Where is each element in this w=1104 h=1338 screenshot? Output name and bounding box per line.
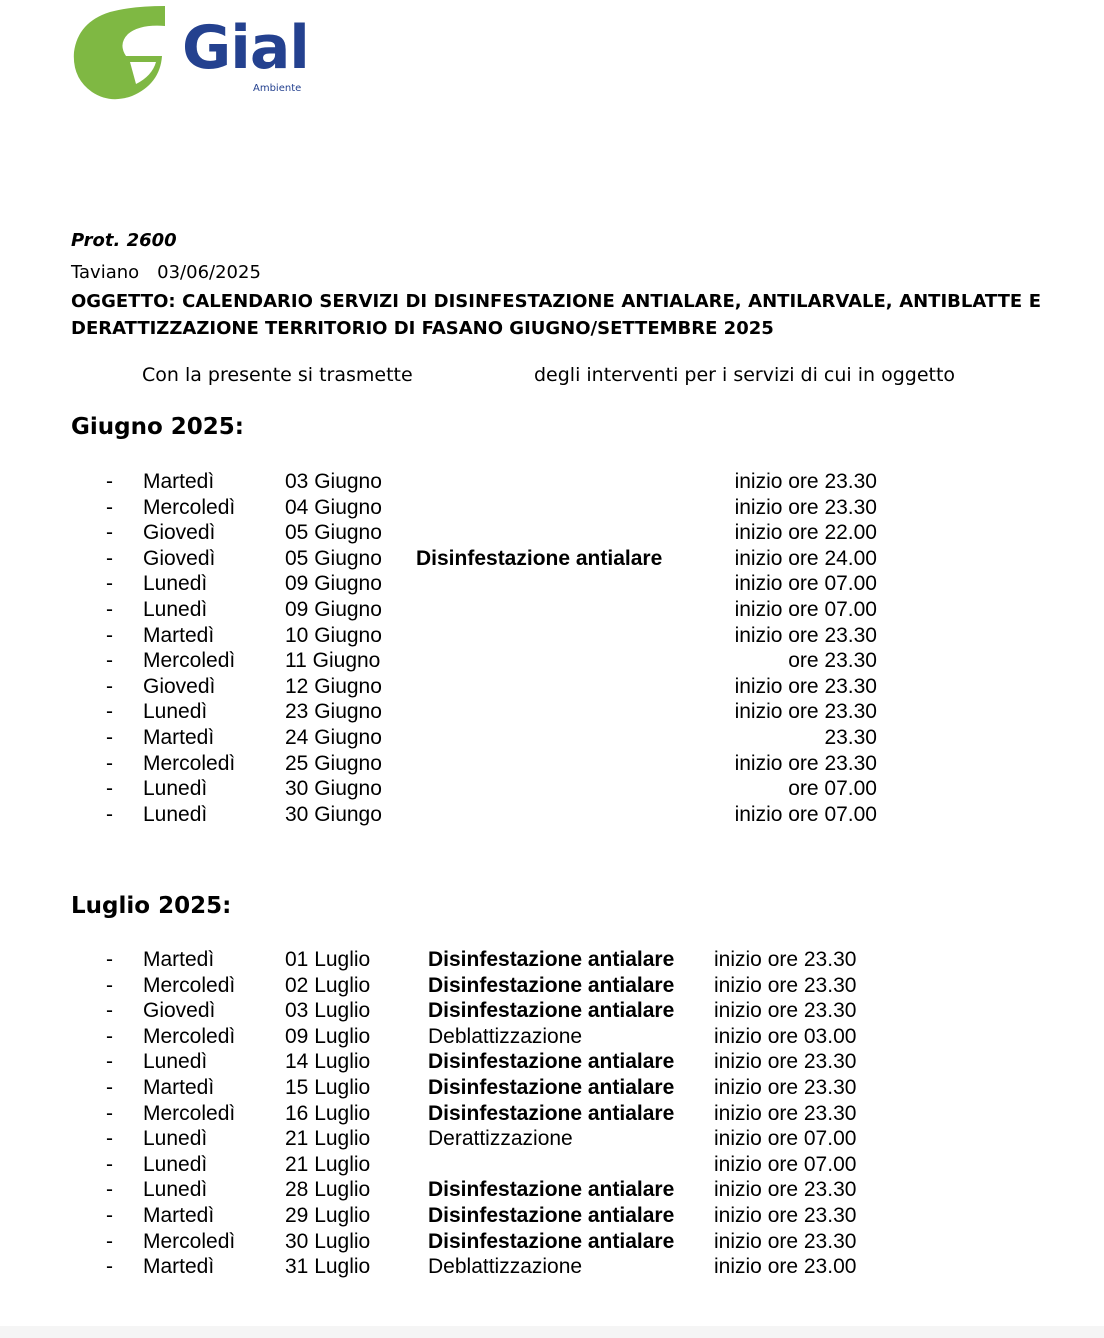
service-date: 05 Giugno — [285, 521, 382, 545]
start-time: inizio ore 23.30 — [714, 999, 857, 1023]
list-dash: - — [106, 802, 113, 826]
service-type: Deblattizzazione — [428, 1024, 583, 1048]
list-dash: - — [106, 999, 113, 1023]
schedule-row — [0, 973, 1104, 999]
weekday: Giovedì — [143, 999, 216, 1023]
list-dash: - — [106, 598, 113, 621]
schedule-row — [0, 520, 1104, 546]
weekday: Mercoledì — [143, 649, 236, 673]
service-date: 09 Giugno — [285, 572, 382, 596]
schedule-row — [0, 802, 1104, 828]
schedule-row — [0, 1024, 1104, 1050]
page-bottom-edge — [0, 1326, 1104, 1338]
schedule-row — [0, 1254, 1104, 1280]
start-time: inizio ore 07.00 — [734, 802, 877, 826]
service-date: 24 Giugno — [285, 726, 382, 749]
schedule-row — [0, 947, 1104, 973]
list-dash: - — [106, 948, 113, 971]
start-time: inizio ore 23.30 — [734, 751, 877, 775]
start-time: inizio ore 23.00 — [714, 1255, 857, 1279]
list-dash: - — [106, 674, 113, 698]
list-dash: - — [106, 572, 113, 596]
start-time: inizio ore 23.30 — [734, 623, 877, 647]
document-date: 03/06/2025 — [157, 262, 261, 283]
schedule-row — [0, 469, 1104, 495]
schedule-row — [0, 546, 1104, 572]
start-time: ore 07.00 — [788, 777, 877, 801]
weekday: Lunedì — [143, 700, 208, 724]
place-date-line — [71, 262, 261, 283]
list-dash: - — [106, 777, 113, 801]
list-dash: - — [106, 546, 113, 570]
list-dash: - — [106, 1255, 113, 1279]
weekday: Lunedì — [143, 1178, 208, 1202]
month-heading-july: Luglio 2025: — [71, 893, 232, 919]
service-type: Disinfestazione antialare — [428, 999, 675, 1023]
schedule-row — [0, 725, 1104, 751]
service-date: 02 Luglio — [285, 973, 371, 997]
list-dash: - — [106, 1229, 113, 1253]
service-date: 25 Giugno — [285, 751, 382, 775]
weekday: Mercoledì — [143, 495, 236, 519]
start-time: inizio ore 24.00 — [734, 546, 877, 570]
weekday: Martedì — [143, 623, 215, 647]
weekday: Giovedì — [143, 546, 216, 570]
schedule-row — [0, 571, 1104, 597]
weekday: Mercoledì — [143, 1024, 236, 1048]
list-dash: - — [106, 1050, 113, 1074]
schedule-row — [0, 495, 1104, 521]
service-date: 31 Luglio — [285, 1255, 371, 1279]
schedule-row — [0, 648, 1104, 674]
weekday: Lunedì — [143, 1152, 208, 1176]
service-type: Disinfestazione antialare — [428, 1178, 675, 1202]
list-dash: - — [106, 521, 113, 545]
list-dash: - — [106, 1101, 113, 1125]
list-dash: - — [106, 1178, 113, 1202]
service-type: Deblattizzazione — [428, 1255, 583, 1279]
service-date: 29 Luglio — [285, 1204, 371, 1227]
list-dash: - — [106, 1152, 113, 1176]
month-heading-june: Giugno 2025: — [71, 414, 244, 440]
list-dash: - — [106, 495, 113, 519]
list-dash: - — [106, 470, 113, 493]
schedule-row — [0, 776, 1104, 802]
weekday: Mercoledì — [143, 973, 236, 997]
service-date: 04 Giugno — [285, 495, 382, 519]
weekday: Martedì — [143, 1255, 215, 1279]
start-time: inizio ore 23.30 — [734, 674, 877, 698]
list-dash: - — [106, 700, 113, 724]
intro-text-left: Con la presente si trasmette — [142, 364, 413, 386]
schedule-row — [0, 674, 1104, 700]
weekday: Martedì — [143, 1204, 215, 1227]
list-dash: - — [106, 649, 113, 673]
start-time: inizio ore 23.30 — [734, 470, 877, 493]
schedule-row — [0, 1203, 1104, 1229]
start-time: inizio ore 23.30 — [714, 1178, 857, 1202]
list-dash: - — [106, 1127, 113, 1151]
gial-leaf-icon — [70, 4, 170, 104]
list-dash: - — [106, 726, 113, 749]
start-time: inizio ore 23.30 — [714, 948, 857, 971]
service-date: 10 Giugno — [285, 623, 382, 647]
service-date: 14 Luglio — [285, 1050, 371, 1074]
weekday: Lunedì — [143, 598, 208, 621]
start-time: ore 23.30 — [788, 649, 877, 673]
start-time: inizio ore 23.30 — [714, 1204, 857, 1227]
protocol-number: Prot. 2600 — [71, 230, 177, 251]
start-time: inizio ore 23.30 — [714, 973, 857, 997]
start-time: inizio ore 07.00 — [714, 1152, 857, 1176]
service-date: 05 Giugno — [285, 546, 382, 570]
weekday: Martedì — [143, 470, 215, 493]
start-time: inizio ore 07.00 — [714, 1127, 857, 1151]
schedule-row — [0, 1177, 1104, 1203]
schedule-row — [0, 998, 1104, 1024]
weekday: Martedì — [143, 1076, 215, 1099]
service-date: 21 Luglio — [285, 1127, 371, 1151]
start-time: inizio ore 03.00 — [714, 1024, 857, 1048]
start-time: inizio ore 07.00 — [734, 598, 877, 621]
service-date: 16 Luglio — [285, 1101, 371, 1125]
start-time: inizio ore 23.30 — [714, 1076, 857, 1099]
list-dash: - — [106, 623, 113, 647]
weekday: Lunedì — [143, 777, 208, 801]
intro-text-right: degli interventi per i servizi di cui in oggetto — [534, 364, 956, 386]
weekday: Mercoledì — [143, 751, 236, 775]
weekday: Mercoledì — [143, 1101, 236, 1125]
weekday: Lunedì — [143, 1050, 208, 1074]
weekday: Mercoledì — [143, 1229, 236, 1253]
list-dash: - — [106, 973, 113, 997]
gial-logo — [70, 4, 320, 104]
service-date: 01 Luglio — [285, 948, 371, 971]
service-date: 09 Luglio — [285, 1024, 371, 1048]
weekday: Giovedì — [143, 674, 216, 698]
service-type: Disinfestazione antialare — [416, 546, 663, 570]
service-date: 11 Giugno — [285, 649, 381, 673]
schedule-row — [0, 1049, 1104, 1075]
service-type: Disinfestazione antialare — [428, 1229, 675, 1253]
logo-subtitle: Ambiente — [253, 83, 302, 94]
service-date: 30 Luglio — [285, 1229, 371, 1253]
service-type: Disinfestazione antialare — [428, 1204, 675, 1227]
service-date: 03 Giugno — [285, 470, 382, 493]
service-date: 09 Giugno — [285, 598, 382, 621]
service-date: 28 Luglio — [285, 1178, 371, 1202]
start-time: inizio ore 22.00 — [734, 521, 877, 545]
schedule-row — [0, 1152, 1104, 1178]
service-date: 12 Giugno — [285, 674, 382, 698]
service-date: 15 Luglio — [285, 1076, 371, 1099]
list-dash: - — [106, 751, 113, 775]
schedule-row — [0, 1101, 1104, 1127]
list-dash: - — [106, 1076, 113, 1099]
subject-line-2: DERATTIZZAZIONE TERRITORIO DI FASANO GIUGNO/SETTEMBRE 2025 — [71, 318, 774, 339]
weekday: Martedì — [143, 948, 215, 971]
start-time: inizio ore 23.30 — [734, 495, 877, 519]
service-date: 03 Luglio — [285, 999, 371, 1023]
start-time: inizio ore 07.00 — [734, 572, 877, 596]
start-time: inizio ore 23.30 — [714, 1101, 857, 1125]
schedule-row — [0, 1229, 1104, 1255]
list-dash: - — [106, 1024, 113, 1048]
place: Taviano — [71, 262, 140, 283]
start-time: inizio ore 23.30 — [734, 700, 877, 724]
schedule-row — [0, 597, 1104, 623]
service-type: Disinfestazione antialare — [428, 1101, 675, 1125]
start-time: 23.30 — [824, 726, 877, 749]
schedule-row — [0, 623, 1104, 649]
service-type: Disinfestazione antialare — [428, 1050, 675, 1074]
service-date: 21 Luglio — [285, 1152, 371, 1176]
logo-wordmark: Gial — [182, 13, 309, 83]
service-date: 23 Giugno — [285, 700, 382, 724]
weekday: Martedì — [143, 726, 215, 749]
weekday: Lunedì — [143, 1127, 208, 1151]
schedule-row — [0, 1075, 1104, 1101]
service-type: Disinfestazione antialare — [428, 973, 675, 997]
service-date: 30 Giugno — [285, 777, 382, 801]
list-dash: - — [106, 1204, 113, 1227]
start-time: inizio ore 23.30 — [714, 1229, 857, 1253]
weekday: Giovedì — [143, 521, 216, 545]
service-type: Derattizzazione — [428, 1127, 573, 1151]
weekday: Lunedì — [143, 572, 208, 596]
schedule-row — [0, 699, 1104, 725]
service-type: Disinfestazione antialare — [428, 948, 675, 971]
schedule-row — [0, 751, 1104, 777]
service-type: Disinfestazione antialare — [428, 1076, 675, 1099]
schedule-row — [0, 1126, 1104, 1152]
start-time: inizio ore 23.30 — [714, 1050, 857, 1074]
subject-line-1: OGGETTO: CALENDARIO SERVIZI DI DISINFESTAZIONE ANTIALARE, ANTILARVALE, ANTIBLATTE E — [71, 291, 1041, 312]
weekday: Lunedì — [143, 802, 208, 826]
service-date: 30 Giungo — [285, 802, 382, 826]
